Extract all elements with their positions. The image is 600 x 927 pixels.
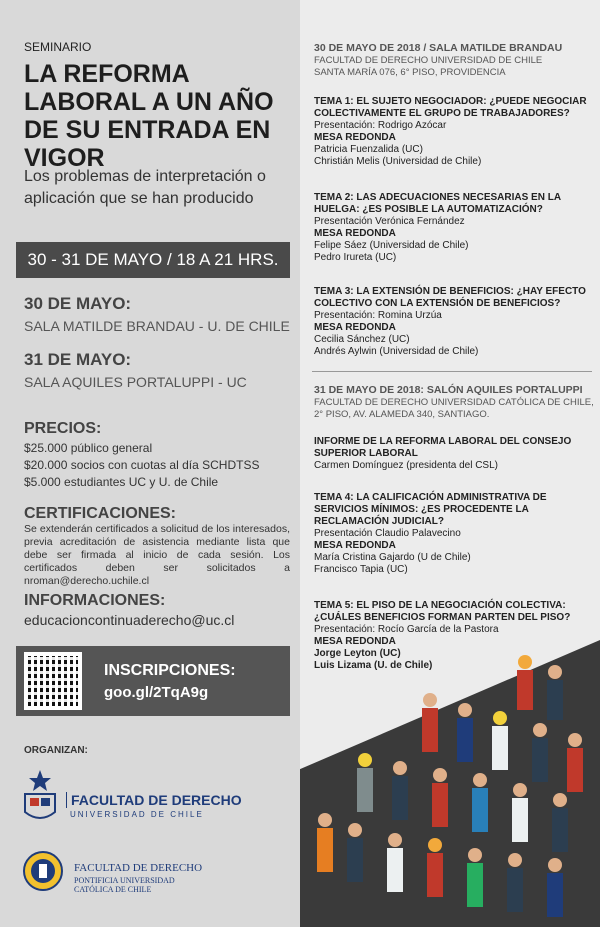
info-heading: INFORMACIONES: — [24, 592, 166, 609]
topic-2 — [314, 192, 592, 264]
topic-4-title: TEMA 4: LA CALIFICACIÓN ADMINISTRATIVA DE SERVICIOS MÍNIMOS: ¿ES PROCEDENTE LA RECLAMACIÓN JUDICIAL? — [314, 492, 547, 527]
report-block — [314, 436, 592, 472]
org2-sub — [74, 876, 175, 894]
topic-4 — [314, 492, 592, 576]
org1-name: FACULTAD DE DERECHO — [66, 792, 242, 808]
topic-1-presenter: Presentación: Rodrigo Azócar — [314, 120, 447, 131]
topic-4-panelist-2: Francisco Tapia (UC) — [314, 564, 408, 575]
day-divider — [312, 371, 592, 372]
registration-band — [16, 646, 290, 716]
topic-1-panelist-1: Patricia Fuenzalida (UC) — [314, 144, 423, 155]
topic-3 — [314, 286, 592, 358]
day1-sub-1: FACULTAD DE DERECHO UNIVERSIDAD DE CHILE — [314, 55, 543, 66]
topic-4-panelist-1: María Cristina Gajardo (U de Chile) — [314, 552, 471, 563]
topic-3-presenter: Presentación: Romina Urzúa — [314, 310, 442, 321]
topic-1 — [314, 96, 592, 168]
topic-2-panelist-1: Felipe Sáez (Universidad de Chile) — [314, 240, 469, 251]
topic-2-presenter: Presentación Verónica Fernández — [314, 216, 465, 227]
uchile-logo-icon — [22, 768, 58, 826]
qr-code[interactable] — [24, 652, 82, 710]
topic-3-panelist-2: Andrés Aylwin (Universidad de Chile) — [314, 346, 479, 357]
day2-sub-2: 2° PISO, AV. ALAMEDA 340, SANTIAGO. — [314, 409, 490, 420]
org2-sub-line-2: CATÓLICA DE CHILE — [74, 885, 152, 894]
organizers-label: ORGANIZAN: — [24, 745, 88, 756]
topic-5-panel: MESA REDONDA — [314, 636, 396, 647]
day1-sub-2: SANTA MARÍA 076, 6° PISO, PROVIDENCIA — [314, 67, 506, 78]
topic-2-panel: MESA REDONDA — [314, 228, 396, 239]
topic-5-panelist-1: Jorge Leyton (UC) — [314, 648, 401, 659]
registration-label: INSCRIPCIONES: — [104, 662, 236, 679]
topic-3-panel: MESA REDONDA — [314, 322, 396, 333]
topic-3-panelist-1: Cecilia Sánchez (UC) — [314, 334, 410, 345]
worker-figure — [317, 655, 583, 917]
subtitle: Los problemas de interpretación o aplicación que se han producido — [24, 168, 266, 207]
report-presenter: Carmen Domínguez (presidenta del CSL) — [314, 460, 498, 471]
page-title: LA REFORMA LABORAL A UN AÑO DE SU ENTRADA EN VIGOR — [24, 60, 274, 172]
price-line-2: $20.000 socios con cuotas al día SCHDTSS — [24, 458, 260, 472]
kicker: SEMINARIO — [24, 40, 92, 54]
certifications-text: Se extenderán certificados a solicitud de los interesados, previa acreditación de asistencia mediante lista que debe ser firmada al inicio de cada sesión. Los certificados deben ser solicitados a nroman@derecho.uchile.cl — [24, 523, 290, 587]
topic-4-presenter: Presentación Claudio Palavecino — [314, 528, 461, 539]
price-line-1: $25.000 público general — [24, 441, 153, 455]
venue-day-1: 30 DE MAYO: — [24, 294, 132, 313]
info-email-link[interactable]: educacioncontinuaderecho@uc.cl — [24, 612, 235, 628]
org2-name: FACULTAD DE DERECHO — [74, 862, 203, 874]
org1-sub: UNIVERSIDAD DE CHILE — [70, 810, 204, 819]
topic-3-title: TEMA 3: LA EXTENSIÓN DE BENEFICIOS: ¿HAY EFECTO COLECTIVO CON LA EXTENSIÓN DE BENEFICIOS? — [314, 286, 586, 309]
registration-link[interactable]: goo.gl/2TqA9g — [104, 684, 209, 701]
price-line-3: $5.000 estudiantes UC y U. de Chile — [24, 475, 219, 489]
topic-2-panelist-2: Pedro Irureta (UC) — [314, 252, 397, 263]
topic-2-title: TEMA 2: LAS ADECUACIONES NECESARIAS EN LA HUELGA: ¿ES POSIBLE LA AUTOMATIZACIÓN? — [314, 192, 561, 215]
report-title: INFORME DE LA REFORMA LABORAL DEL CONSEJO SUPERIOR LABORAL — [314, 436, 572, 459]
venue-place-1: SALA MATILDE BRANDAU - U. DE CHILE — [24, 318, 290, 334]
topic-5-presenter: Presentación: Rocío García de la Pastora — [314, 624, 499, 635]
org2-sub-line-1: PONTIFICIA UNIVERSIDAD — [74, 876, 175, 885]
date-band: 30 - 31 DE MAYO / 18 A 21 HRS. — [16, 242, 290, 278]
venue-day-2: 31 DE MAYO: — [24, 350, 132, 369]
prices-heading: PRECIOS: — [24, 420, 102, 437]
workers-crowd-illustration — [305, 650, 600, 927]
venue-place-2: SALA AQUILES PORTALUPPI - UC — [24, 374, 247, 390]
certifications-heading: CERTIFICACIONES: — [24, 505, 176, 522]
topic-1-panelist-2: Christián Melis (Universidad de Chile) — [314, 156, 482, 167]
day2-sub-1: FACULTAD DE DERECHO UNIVERSIDAD CATÓLICA DE CHILE, — [314, 397, 594, 408]
topic-1-panel: MESA REDONDA — [314, 132, 396, 143]
uc-seal-icon — [22, 850, 64, 892]
topic-4-panel: MESA REDONDA — [314, 540, 396, 551]
topic-5-panelist-2: Luis Lizama (U. de Chile) — [314, 660, 433, 671]
topic-1-title: TEMA 1: EL SUJETO NEGOCIADOR: ¿PUEDE NEGOCIAR COLECTIVAMENTE EL GRUPO DE TRABAJADORES? — [314, 96, 587, 119]
topic-5-title: TEMA 5: EL PISO DE LA NEGOCIACIÓN COLECTIVA: ¿CUÁLES BENEFICIOS FORMAN PARTEN DEL PISO? — [314, 600, 571, 623]
day1-heading: 30 DE MAYO DE 2018 / SALA MATILDE BRANDAU — [314, 42, 563, 54]
day2-heading: 31 DE MAYO DE 2018: SALÓN AQUILES PORTALUPPI — [314, 384, 583, 396]
